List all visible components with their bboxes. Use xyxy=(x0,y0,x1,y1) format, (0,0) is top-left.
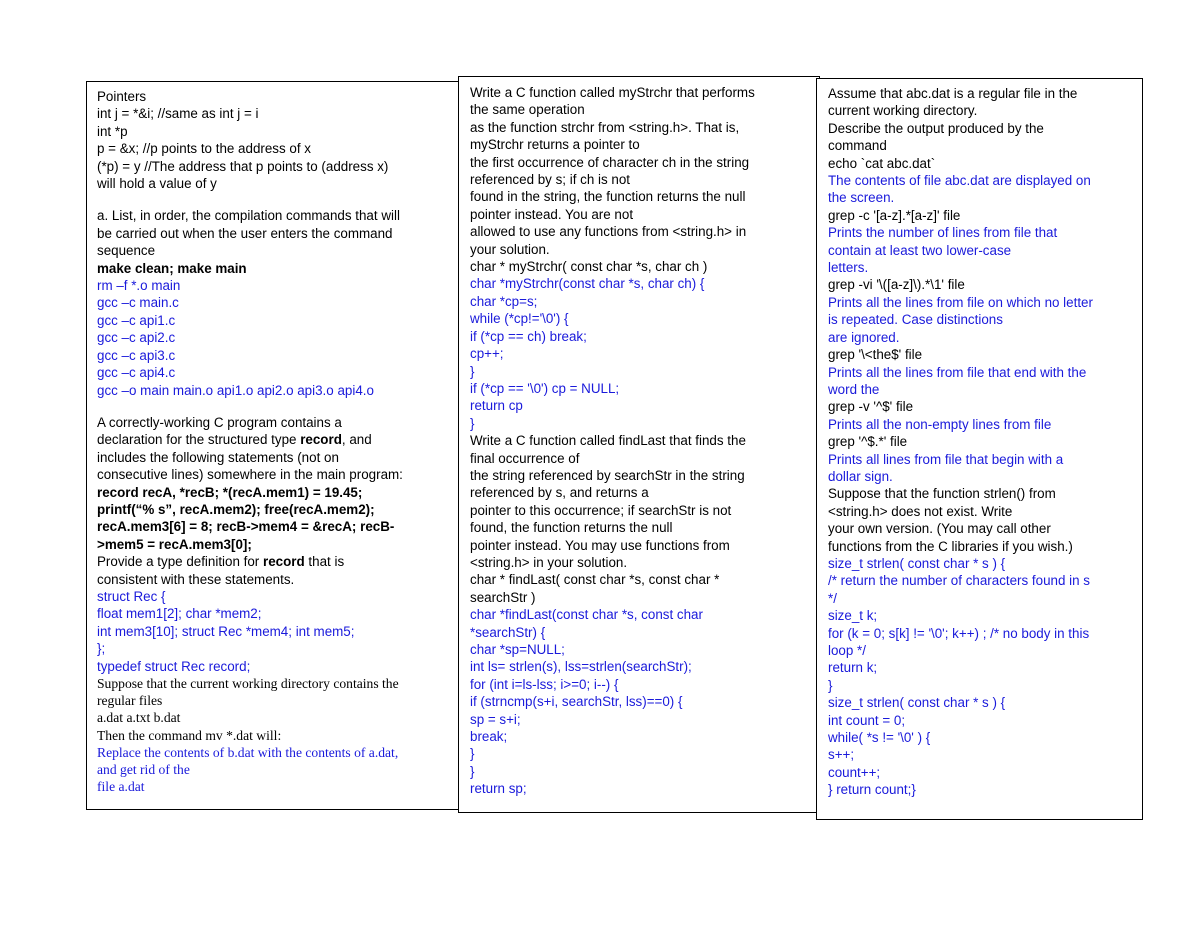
question-line: <string.h> does not exist. Write xyxy=(828,503,1013,519)
text-line: searchStr ) xyxy=(470,589,536,605)
compile-question xyxy=(97,207,450,277)
text-span: , and xyxy=(341,432,372,448)
text-line: int j = *&i; //same as int j = i xyxy=(97,106,259,122)
shell-and-strlen-notes xyxy=(828,85,1134,799)
statement-line: recA.mem3[6] = 8; recB->mem4 = &recA; recB- xyxy=(97,519,395,535)
text-line: your solution. xyxy=(470,241,550,257)
answer-line: int mem3[10]; struct Rec *mem4; int mem5; xyxy=(97,623,355,639)
answer-line: gcc –c main.c xyxy=(97,295,179,311)
question-line: functions from the C libraries if you wish.) xyxy=(828,538,1073,554)
text-span: declaration for the structured type xyxy=(97,432,301,448)
pointers-notes xyxy=(97,88,450,192)
text-line: char * findLast( const char *s, const char * xyxy=(470,572,720,588)
text-line: myStrchr returns a pointer to xyxy=(470,137,640,153)
answer-line: gcc –c api1.c xyxy=(97,312,176,328)
answer-line: Prints all lines from file that begin with a xyxy=(828,451,1064,467)
code-line: char *myStrchr(const char *s, char ch) { xyxy=(470,276,705,292)
question-line: command xyxy=(828,138,887,154)
question-line: Assume that abc.dat is a regular file in the xyxy=(828,86,1078,101)
text-line: pointer instead. You are not xyxy=(470,206,634,222)
text-line: (*p) = y //The address that p points to (address x) xyxy=(97,158,389,174)
findlast-question xyxy=(470,432,811,606)
text-line: Pointers xyxy=(97,89,147,104)
code-line: return cp xyxy=(470,398,523,414)
text-line: <string.h> in your solution. xyxy=(470,554,628,570)
answer-line: float mem1[2]; char *mem2; xyxy=(97,606,262,622)
text-line: Write a C function called myStrchr that performs xyxy=(470,85,755,100)
answer-line: gcc –c api3.c xyxy=(97,347,176,363)
mv-answer xyxy=(97,744,450,796)
code-line: } xyxy=(470,363,475,379)
question-line: grep -c '[a-z].*[a-z]' file xyxy=(828,207,961,223)
answer-line: Prints all the lines from file that end with the xyxy=(828,364,1087,380)
text-line: consecutive lines) somewhere in the main program: xyxy=(97,467,403,483)
code-line: for (int i=ls-lss; i>=0; i--) { xyxy=(470,676,619,692)
answer-line: Prints all the non-empty lines from file xyxy=(828,416,1052,432)
answer-line: the screen. xyxy=(828,190,895,206)
compile-answer xyxy=(97,277,450,399)
text-line: the same operation xyxy=(470,102,585,118)
findlast-answer xyxy=(470,606,811,797)
keyword-record: record xyxy=(300,432,342,448)
answer-line: count++; xyxy=(828,764,881,780)
text-line: Write a C function called findLast that finds the xyxy=(470,433,746,449)
answer-line: */ xyxy=(828,590,837,606)
text-line: allowed to use any functions from <string.h> in xyxy=(470,224,747,240)
middle-column-box xyxy=(458,76,820,813)
text-line: found, the function returns the null xyxy=(470,520,673,536)
question-line: echo `cat abc.dat` xyxy=(828,155,936,171)
answer-line: file a.dat xyxy=(97,779,145,795)
answer-line: size_t strlen( const char * s ) { xyxy=(828,695,1006,711)
statement-line: record recA, *recB; *(recA.mem1) = 19.45; xyxy=(97,484,363,500)
answer-line: gcc –c api2.c xyxy=(97,330,176,346)
text-line: includes the following statements (not on xyxy=(97,449,339,465)
text-line: a. List, in order, the compilation commands that will xyxy=(97,208,400,224)
answer-line: while( *s != '\0' ) { xyxy=(828,730,931,746)
question-line: current working directory. xyxy=(828,103,978,119)
answer-line: gcc –o main main.o api1.o api2.o api3.o api4.o xyxy=(97,382,374,398)
answer-line: letters. xyxy=(828,260,869,276)
code-line: int ls= strlen(s), lss=strlen(searchStr); xyxy=(470,659,692,675)
code-line: break; xyxy=(470,729,508,745)
code-line: *searchStr) { xyxy=(470,624,546,640)
code-line: return sp; xyxy=(470,781,527,797)
code-line: while (*cp!='\0') { xyxy=(470,311,569,327)
code-line: char *findLast(const char *s, const char xyxy=(470,607,703,623)
code-line: cp++; xyxy=(470,346,504,362)
text-line: char * myStrchr( const char *s, char ch ) xyxy=(470,259,708,275)
answer-line: word the xyxy=(828,381,880,397)
answer-line: } return count;} xyxy=(828,782,916,798)
text-line: Suppose that the current working directory contains the xyxy=(97,676,399,691)
statement-line: printf(“% s”, recA.mem2); free(recA.mem2); xyxy=(97,501,375,517)
answer-line: Prints all the lines from file on which no letter xyxy=(828,294,1093,310)
answer-line: size_t strlen( const char * s ) { xyxy=(828,555,1006,571)
answer-line: size_t k; xyxy=(828,608,878,624)
text-span: that is xyxy=(304,554,345,570)
code-line: if (*cp == ch) break; xyxy=(470,328,587,344)
text-line: regular files xyxy=(97,693,163,709)
mystrchr-question xyxy=(470,84,811,275)
left-column-box xyxy=(86,81,459,810)
answer-line: int count = 0; xyxy=(828,712,906,728)
text-line xyxy=(97,431,450,448)
mv-question xyxy=(97,675,450,744)
answer-line: struct Rec { xyxy=(97,588,166,604)
answer-line: dollar sign. xyxy=(828,468,893,484)
code-line: } xyxy=(470,763,475,779)
code-line: sp = s+i; xyxy=(470,711,521,727)
answer-line: for (k = 0; s[k] != '\0'; k++) ; /* no body in this xyxy=(828,625,1090,641)
command-sequence: make clean; make main xyxy=(97,260,247,276)
answer-line: }; xyxy=(97,641,106,657)
answer-line: s++; xyxy=(828,747,855,763)
text-line: Then the command mv *.dat will: xyxy=(97,727,282,743)
text-line: final occurrence of xyxy=(470,450,580,466)
answer-line: The contents of file abc.dat are displayed on xyxy=(828,173,1091,189)
keyword-record: record xyxy=(263,554,305,570)
answer-line: Prints the number of lines from file that xyxy=(828,225,1058,241)
code-line: char *sp=NULL; xyxy=(470,642,565,657)
answer-line: Replace the contents of b.dat with the contents of a.dat, xyxy=(97,744,399,760)
answer-line: gcc –c api4.c xyxy=(97,365,176,381)
text-line: be carried out when the user enters the command xyxy=(97,225,393,241)
text-line: pointer to this occurrence; if searchStr is not xyxy=(470,502,732,518)
code-line: char *cp=s; xyxy=(470,293,538,309)
text-span: Provide a type definition for xyxy=(97,554,263,570)
statement-line: >mem5 = recA.mem3[0]; xyxy=(97,536,252,552)
answer-line: } xyxy=(828,677,833,693)
text-line xyxy=(97,553,450,570)
answer-line: are ignored. xyxy=(828,329,900,345)
code-line: } xyxy=(470,746,475,762)
text-line: consistent with these statements. xyxy=(97,571,295,587)
text-line: pointer instead. You may use functions from xyxy=(470,537,730,553)
text-line: a.dat a.txt b.dat xyxy=(97,710,181,726)
text-line: int *p xyxy=(97,123,128,139)
answer-line: rm –f *.o main xyxy=(97,278,181,294)
question-line: grep '^$.*' file xyxy=(828,434,908,450)
typedef-answer xyxy=(97,588,450,675)
text-line: the string referenced by searchStr in the string xyxy=(470,467,745,483)
question-line: grep -vi '\([a-z]\).*\1' file xyxy=(828,277,965,293)
question-line: Describe the output produced by the xyxy=(828,120,1044,136)
right-column-box xyxy=(816,78,1143,820)
text-line: p = &x; //p points to the address of x xyxy=(97,141,312,157)
text-line: found in the string, the function returns the null xyxy=(470,189,746,205)
answer-line: contain at least two lower-case xyxy=(828,242,1012,258)
code-line: if (strncmp(s+i, searchStr, lss)==0) { xyxy=(470,694,683,710)
code-line: if (*cp == '\0') cp = NULL; xyxy=(470,380,620,396)
answer-line: /* return the number of characters found in s xyxy=(828,573,1091,589)
answer-line: loop */ xyxy=(828,643,866,658)
question-line: Suppose that the function strlen() from xyxy=(828,486,1056,502)
question-line: grep -v '^$' file xyxy=(828,399,914,415)
spacer xyxy=(97,192,450,207)
text-line: will hold a value of y xyxy=(97,176,217,192)
text-line: the first occurrence of character ch in the string xyxy=(470,154,750,170)
record-question xyxy=(97,414,450,588)
text-line: referenced by s, and returns a xyxy=(470,485,649,501)
text-line: as the function strchr from <string.h>. That is, xyxy=(470,119,740,135)
code-line: } xyxy=(470,415,475,431)
answer-line: and get rid of the xyxy=(97,762,190,778)
answer-line: return k; xyxy=(828,660,878,676)
mystrchr-answer xyxy=(470,275,811,432)
answer-line: typedef struct Rec record; xyxy=(97,658,251,674)
text-line: referenced by s; if ch is not xyxy=(470,172,631,188)
answer-line: is repeated. Case distinctions xyxy=(828,312,1003,328)
spacer xyxy=(97,399,450,414)
question-line: your own version. (You may call other xyxy=(828,521,1051,537)
text-line: sequence xyxy=(97,243,156,259)
text-line: A correctly-working C program contains a xyxy=(97,414,342,430)
question-line: grep '\<the$' file xyxy=(828,347,923,363)
